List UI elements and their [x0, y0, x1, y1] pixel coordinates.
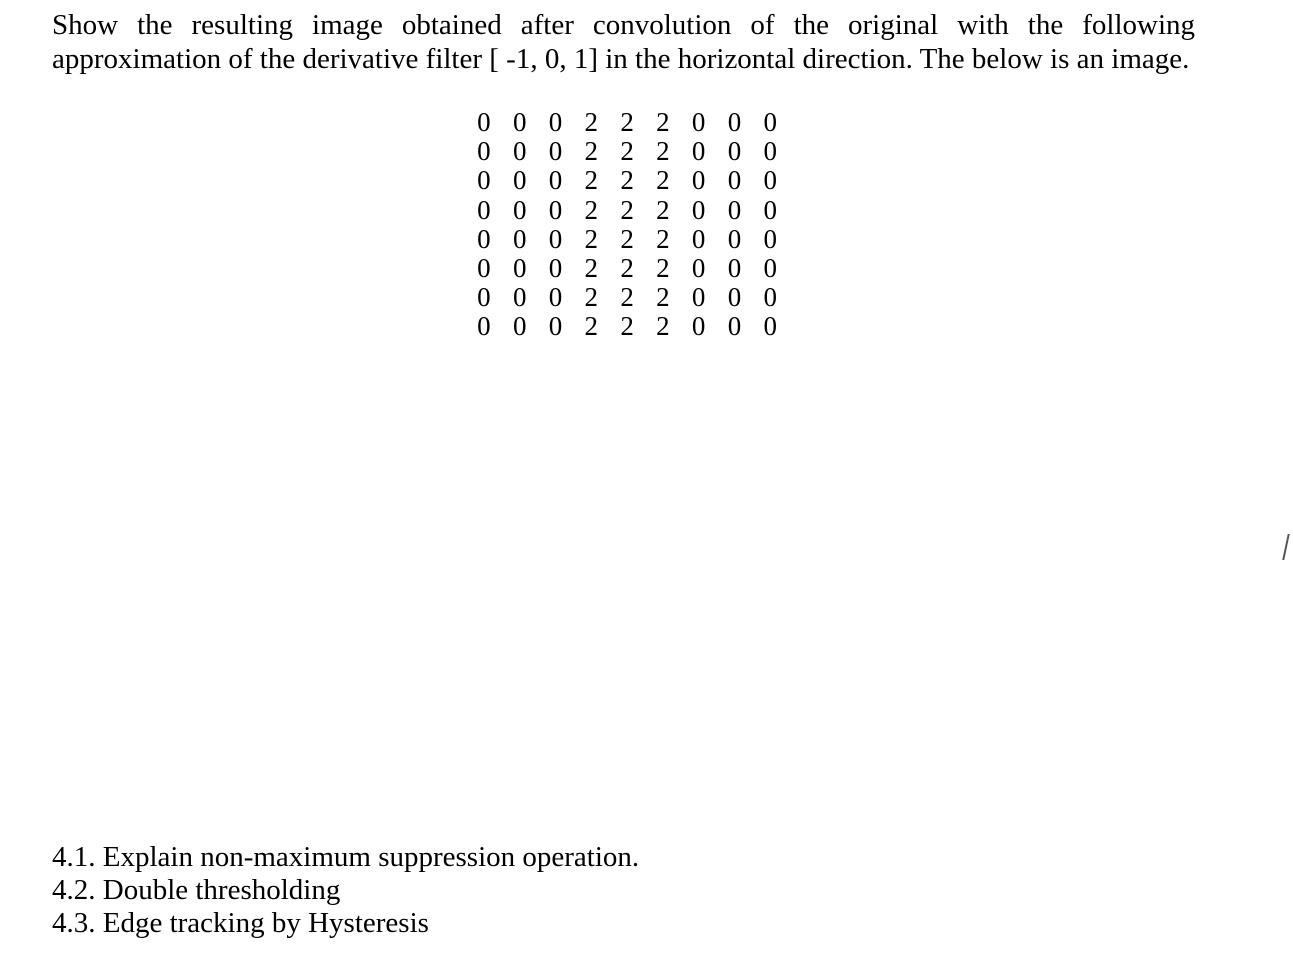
question-line-2: approximation of the derivative filter [ -1, 0, 1] in the horizontal direction. The below is an image. — [52, 43, 1190, 75]
matrix-cell: 0 — [512, 252, 527, 283]
matrix-cell: 2 — [620, 165, 634, 196]
matrix-row — [466, 312, 788, 341]
matrix-cell: 0 — [477, 165, 491, 196]
matrix-cell: 0 — [691, 194, 706, 225]
matrix-cell: 2 — [584, 223, 599, 254]
matrix-cell: 2 — [620, 136, 634, 167]
matrix-cell: 0 — [727, 165, 742, 196]
matrix-cell: 0 — [727, 223, 742, 254]
matrix-cell: 2 — [620, 282, 634, 313]
subquestion-list — [52, 841, 639, 940]
matrix-cell: 0 — [477, 282, 491, 313]
matrix-cell: 2 — [620, 252, 634, 283]
matrix-cell: 0 — [548, 194, 563, 225]
matrix-cell: 0 — [727, 311, 742, 342]
matrix-cell: 0 — [477, 311, 491, 342]
matrix-cell: 2 — [584, 311, 599, 342]
matrix-cell: 0 — [763, 194, 778, 225]
matrix-cell: 2 — [620, 194, 634, 225]
matrix-row — [466, 196, 788, 225]
matrix-cell: 0 — [512, 282, 527, 313]
image-matrix — [466, 108, 788, 342]
matrix-cell: 2 — [656, 311, 670, 342]
matrix-cell: 0 — [548, 136, 563, 167]
matrix-cell: 2 — [656, 107, 670, 137]
matrix-cell: 2 — [584, 136, 599, 167]
edge-mark — [1282, 534, 1290, 560]
matrix-row — [466, 166, 788, 195]
matrix-cell: 0 — [763, 223, 778, 254]
matrix-cell: 2 — [584, 194, 599, 225]
matrix-cell: 0 — [691, 252, 706, 283]
matrix-cell: 0 — [477, 252, 491, 283]
question-text — [52, 8, 1195, 76]
matrix-cell: 0 — [512, 136, 527, 167]
matrix-cell: 0 — [548, 107, 563, 137]
matrix-cell: 2 — [584, 107, 599, 137]
matrix-cell: 2 — [584, 252, 599, 283]
matrix-cell: 0 — [691, 107, 706, 137]
matrix-row — [466, 225, 788, 254]
matrix-cell: 0 — [548, 165, 563, 196]
matrix-cell: 2 — [584, 282, 599, 313]
matrix-cell: 0 — [512, 107, 527, 137]
matrix-cell: 0 — [763, 282, 778, 313]
matrix-cell: 2 — [656, 223, 670, 254]
matrix-cell: 2 — [656, 194, 670, 225]
matrix-cell: 0 — [691, 136, 706, 167]
matrix-cell: 2 — [620, 311, 634, 342]
matrix-cell: 0 — [512, 165, 527, 196]
subquestion-4-2: 4.2. Double thresholding — [52, 874, 341, 906]
matrix-cell: 2 — [656, 165, 670, 196]
matrix-cell: 0 — [477, 194, 491, 225]
matrix-cell: 0 — [727, 252, 742, 283]
matrix-cell: 0 — [512, 194, 527, 225]
matrix-cell: 0 — [477, 223, 491, 254]
matrix-cell: 0 — [727, 194, 742, 225]
matrix-cell: 0 — [477, 107, 491, 137]
matrix-cell: 0 — [548, 311, 563, 342]
matrix-cell: 0 — [763, 136, 778, 167]
matrix-cell: 0 — [548, 223, 563, 254]
matrix-row — [466, 108, 788, 137]
matrix-cell: 0 — [727, 136, 742, 167]
matrix-cell: 0 — [763, 165, 778, 196]
subquestion-4-3: 4.3. Edge tracking by Hysteresis — [52, 907, 429, 939]
matrix-row — [466, 283, 788, 312]
matrix-cell: 2 — [656, 136, 670, 167]
matrix-cell: 2 — [620, 223, 634, 254]
question-line-1: Show the resulting image obtained after convolution of the original with the following — [52, 9, 1195, 41]
matrix-cell: 0 — [691, 223, 706, 254]
matrix-row — [466, 254, 788, 283]
matrix-cell: 0 — [763, 107, 778, 137]
matrix-cell: 2 — [656, 282, 670, 313]
matrix-cell: 0 — [691, 311, 706, 342]
matrix-cell: 0 — [691, 165, 706, 196]
matrix-cell: 2 — [620, 107, 634, 137]
matrix-cell: 2 — [656, 252, 670, 283]
matrix-cell: 0 — [548, 282, 563, 313]
matrix-cell: 0 — [763, 311, 778, 342]
matrix-cell: 0 — [548, 252, 563, 283]
matrix-row — [466, 137, 788, 166]
matrix-cell: 0 — [691, 282, 706, 313]
matrix-cell: 0 — [512, 311, 527, 342]
matrix-cell: 0 — [727, 107, 742, 137]
matrix-cell: 0 — [727, 282, 742, 313]
matrix-cell: 2 — [584, 165, 599, 196]
matrix-cell: 0 — [512, 223, 527, 254]
matrix-cell: 0 — [477, 136, 491, 167]
matrix-cell: 0 — [763, 252, 778, 283]
subquestion-4-1: 4.1. Explain non-maximum suppression operation. — [52, 841, 640, 873]
